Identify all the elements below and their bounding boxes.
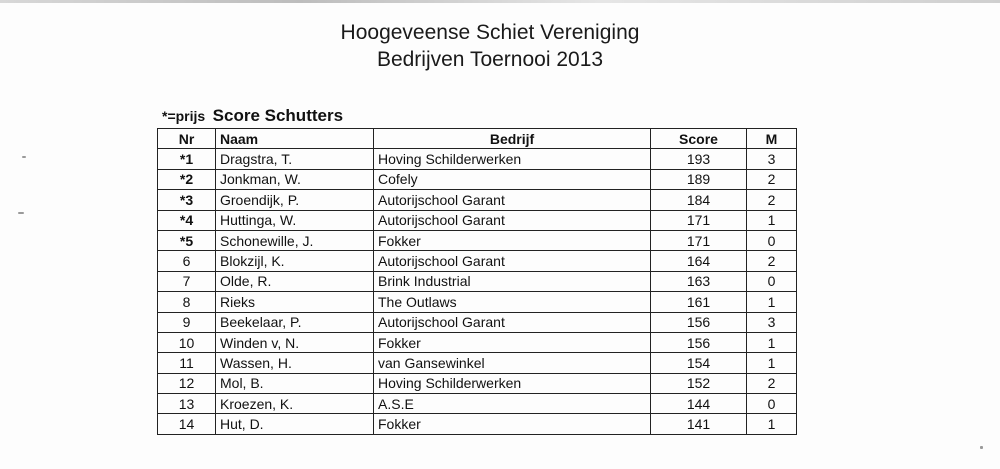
cell-nr: *2: [158, 169, 216, 189]
column-header-m: M: [747, 129, 797, 149]
cell-naam: Beekelaar, P.: [216, 312, 374, 332]
scan-edge-line: [0, 0, 1000, 3]
table-row: [158, 312, 797, 332]
cell-m: 0: [747, 271, 797, 291]
cell-score: 171: [651, 210, 747, 230]
table-caption: [162, 106, 343, 126]
cell-score: 156: [651, 332, 747, 352]
cell-m: 2: [747, 373, 797, 393]
cell-bedrijf: Hoving Schilderwerken: [374, 149, 651, 169]
cell-nr: 12: [158, 373, 216, 393]
cell-naam: Hut, D.: [216, 414, 374, 434]
table-row: [158, 190, 797, 210]
cell-nr: *4: [158, 210, 216, 230]
table-row: [158, 353, 797, 373]
column-header-nr: Nr: [158, 129, 216, 149]
cell-naam: Winden v, N.: [216, 332, 374, 352]
cell-score: 161: [651, 292, 747, 312]
cell-bedrijf: Autorijschool Garant: [374, 190, 651, 210]
cell-score: 193: [651, 149, 747, 169]
club-name-title: Hoogeveense Schiet Vereniging: [340, 21, 640, 44]
cell-m: 1: [747, 332, 797, 352]
cell-naam: Kroezen, K.: [216, 394, 374, 414]
cell-m: 0: [747, 394, 797, 414]
cell-bedrijf: Autorijschool Garant: [374, 251, 651, 271]
cell-bedrijf: The Outlaws: [374, 292, 651, 312]
column-header-bedrijf: Bedrijf: [374, 129, 651, 149]
table-row: [158, 169, 797, 189]
cell-bedrijf: Hoving Schilderwerken: [374, 373, 651, 393]
cell-score: 141: [651, 414, 747, 434]
cell-m: 1: [747, 210, 797, 230]
cell-m: 1: [747, 414, 797, 434]
cell-score: 154: [651, 353, 747, 373]
cell-m: 3: [747, 312, 797, 332]
cell-naam: Jonkman, W.: [216, 169, 374, 189]
cell-nr: 10: [158, 332, 216, 352]
cell-m: 3: [747, 149, 797, 169]
scan-speck: [22, 156, 26, 158]
cell-m: 0: [747, 230, 797, 250]
table-row: [158, 210, 797, 230]
section-title: Score Schutters: [212, 106, 344, 125]
table-row: [158, 394, 797, 414]
cell-score: 156: [651, 312, 747, 332]
table-row: [158, 271, 797, 291]
column-header-score: Score: [651, 129, 747, 149]
cell-nr: 9: [158, 312, 216, 332]
score-table: [157, 128, 797, 435]
tournament-title: Bedrijven Toernooi 2013: [376, 48, 604, 71]
table-row: [158, 373, 797, 393]
cell-m: 1: [747, 292, 797, 312]
table-header-row: [158, 129, 797, 149]
cell-naam: Rieks: [216, 292, 374, 312]
cell-bedrijf: Brink Industrial: [374, 271, 651, 291]
cell-score: 189: [651, 169, 747, 189]
table-row: [158, 414, 797, 434]
cell-naam: Blokzijl, K.: [216, 251, 374, 271]
cell-nr: 11: [158, 353, 216, 373]
table-row: [158, 149, 797, 169]
cell-score: 184: [651, 190, 747, 210]
table-row: [158, 292, 797, 312]
cell-naam: Dragstra, T.: [216, 149, 374, 169]
prize-legend: *=prijs: [162, 108, 206, 124]
cell-nr: 8: [158, 292, 216, 312]
table-row: [158, 230, 797, 250]
cell-bedrijf: Autorijschool Garant: [374, 312, 651, 332]
table-row: [158, 251, 797, 271]
cell-m: 2: [747, 169, 797, 189]
cell-score: 171: [651, 230, 747, 250]
cell-m: 2: [747, 251, 797, 271]
cell-naam: Mol, B.: [216, 373, 374, 393]
cell-bedrijf: Fokker: [374, 230, 651, 250]
table-row: [158, 332, 797, 352]
cell-bedrijf: Cofely: [374, 169, 651, 189]
cell-naam: Huttinga, W.: [216, 210, 374, 230]
cell-score: 164: [651, 251, 747, 271]
cell-bedrijf: A.S.E: [374, 394, 651, 414]
cell-naam: Wassen, H.: [216, 353, 374, 373]
cell-score: 163: [651, 271, 747, 291]
cell-nr: *5: [158, 230, 216, 250]
column-header-naam: Naam: [216, 129, 374, 149]
cell-score: 144: [651, 394, 747, 414]
cell-naam: Olde, R.: [216, 271, 374, 291]
cell-nr: 14: [158, 414, 216, 434]
cell-nr: *3: [158, 190, 216, 210]
scan-speck: [18, 212, 24, 214]
cell-m: 1: [747, 353, 797, 373]
cell-bedrijf: Fokker: [374, 414, 651, 434]
cell-bedrijf: Fokker: [374, 332, 651, 352]
scan-speck: [980, 446, 983, 449]
cell-naam: Schonewille, J.: [216, 230, 374, 250]
cell-nr: 13: [158, 394, 216, 414]
cell-bedrijf: Autorijschool Garant: [374, 210, 651, 230]
cell-score: 152: [651, 373, 747, 393]
cell-bedrijf: van Gansewinkel: [374, 353, 651, 373]
cell-nr: 7: [158, 271, 216, 291]
cell-m: 2: [747, 190, 797, 210]
cell-nr: 6: [158, 251, 216, 271]
cell-naam: Groendijk, P.: [216, 190, 374, 210]
cell-nr: *1: [158, 149, 216, 169]
